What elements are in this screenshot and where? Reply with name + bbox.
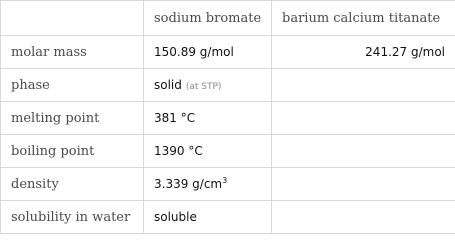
header-empty-cell bbox=[1, 1, 144, 36]
row-value: 150.89 g/mol bbox=[144, 36, 272, 69]
row-label: phase bbox=[1, 69, 144, 102]
row-label: boiling point bbox=[1, 135, 144, 168]
row-value: 3.339 g/cm bbox=[154, 177, 223, 191]
header-sodium-bromate: sodium bromate bbox=[144, 1, 272, 36]
row-value: 381 °C bbox=[144, 102, 272, 135]
row-value: 1390 °C bbox=[144, 135, 272, 168]
row-value: solid bbox=[154, 78, 182, 92]
row-label: solubility in water bbox=[1, 201, 144, 234]
header-row bbox=[1, 1, 455, 36]
row-value: 241.27 g/mol bbox=[272, 36, 455, 69]
table-row bbox=[1, 69, 455, 102]
row-value bbox=[272, 135, 455, 168]
table-row bbox=[1, 135, 455, 168]
row-value-cell bbox=[144, 168, 272, 201]
row-value bbox=[272, 102, 455, 135]
row-value-superscript: 3 bbox=[222, 176, 228, 185]
header-barium-calcium-titanate: barium calcium titanate bbox=[272, 1, 455, 36]
row-label: molar mass bbox=[1, 36, 144, 69]
row-value: soluble bbox=[144, 201, 272, 234]
row-value bbox=[272, 201, 455, 234]
row-value-cell bbox=[144, 69, 272, 102]
row-label: density bbox=[1, 168, 144, 201]
row-value bbox=[272, 168, 455, 201]
table-row bbox=[1, 168, 455, 201]
table-row bbox=[1, 102, 455, 135]
row-value bbox=[272, 69, 455, 102]
table-row bbox=[1, 36, 455, 69]
row-value-note: (at STP) bbox=[185, 82, 222, 92]
row-label: melting point bbox=[1, 102, 144, 135]
table-row bbox=[1, 201, 455, 234]
